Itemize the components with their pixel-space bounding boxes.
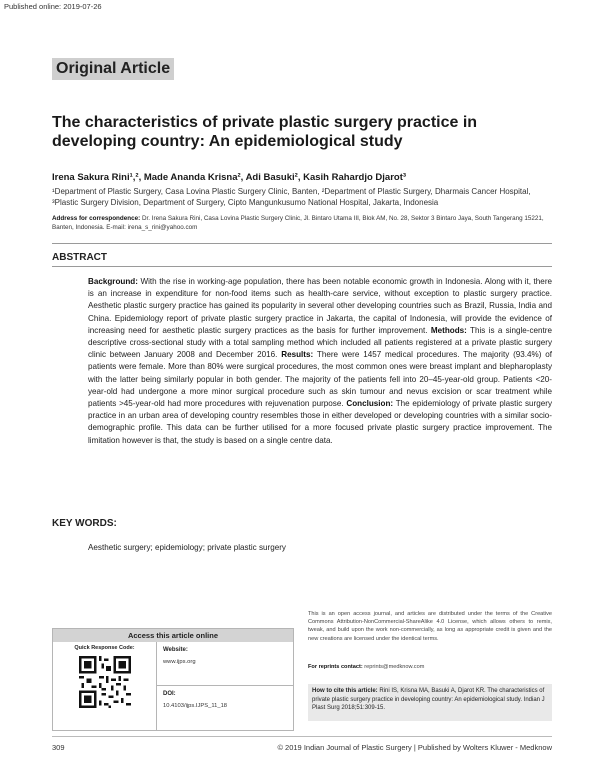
footer-divider	[52, 736, 552, 737]
background-label: Background:	[88, 277, 138, 286]
abstract-heading: ABSTRACT	[52, 252, 107, 263]
access-article-box	[52, 628, 294, 731]
methods-text: This is a single-centre descriptive cross-sectional study with a total sampling method which included all patients registered at a private plastic surgery clinic between January 2008 and December 2016.	[88, 325, 552, 360]
reprints-contact	[308, 664, 424, 670]
footer-copyright: © 2019 Indian Journal of Plastic Surgery | Published by Wolters Kluwer - Medknow	[277, 743, 552, 752]
article-type-label: Original Article	[52, 58, 174, 80]
website-label: Website:	[163, 647, 188, 653]
title-line-2: developing country: An epidemiological study	[52, 133, 403, 150]
divider	[52, 243, 552, 244]
qr-label: Quick Response Code:	[74, 645, 135, 651]
title-line-1: The characteristics of private plastic surgery practice in	[52, 114, 478, 131]
abstract-body	[88, 276, 552, 447]
correspondence-address	[52, 214, 552, 232]
results-label: Results:	[281, 350, 314, 360]
keywords-text: Aesthetic surgery; epidemiology; private plastic surgery	[88, 543, 286, 552]
reprints-email[interactable]: reprints@medknow.com	[364, 664, 425, 670]
access-box-title: Access this article online	[53, 629, 293, 642]
article-title	[52, 113, 552, 151]
citation-box	[308, 684, 552, 721]
reprints-label: For reprints contact:	[308, 664, 363, 670]
license-text: This is an open access journal, and articles are distributed under the terms of the Creative Commons Attribution-NonCommercial-ShareAlike 4.0 License, which allows others to remix, tweak, and build upon the work non-commercially, as long as appropriate credit is given and the new creations are licensed under the identical terms.	[308, 611, 552, 642]
background-text: With the rise in working-age population, there has been notable economic growth in Indonesia. Along with it, there is an increase in expenditure for non-food items such as health-care service, without exception to plastic surgery practice. Aesthetic plastic surgery practice has gained its popularity in several other developing countries such as Brazil, Russia, India and China. Epidemiology report of private plastic surgery practice in Jakarta, the capital of Indonesia, will provide the evidence of increasing need for aesthetic plastic surgery practices as the basis for further improvement.	[88, 277, 553, 335]
access-info-column	[157, 642, 293, 731]
doi-cell	[157, 686, 293, 730]
cite-text: Rini IS, Krisna MA, Basuki A, Djarot KR. The characteristics of private plastic surgery practice in developing country: An epidemiological study. Indian J Plast Surg 2018;51:309-15.	[312, 688, 545, 712]
website-cell	[157, 642, 293, 686]
doi-link[interactable]: 10.4103/ijps.IJPS_11_18	[163, 703, 228, 709]
author-list: Irena Sakura Rini¹,², Made Ananda Krisna², Adi Basuki², Kasih Rahardjo Djarot³	[52, 172, 407, 183]
published-date: Published online: 2019-07-26	[4, 2, 102, 11]
results-text: There were 1457 medical procedures. The majority (93.4%) of patients were female. More than 80% were surgical procedures, the most common ones were breast implant and blepharoplasty with the latter being similarly popular in both gender. The majority of the patients fell into 20–45-year-old group. Patients <20-year-old had undergone a more minor surgical procedure such as skin tumour and nevus excision or scar treatment while patients >45-year-old had more procedures with rejuvenation purpose.	[88, 350, 552, 409]
affiliations: ¹Department of Plastic Surgery, Casa Lovina Plastic Surgery Clinic, Banten, ²Department of Plastic Surgery, Dharmais Cancer Hospital, ³Plastic Surgery Division, Department of Surgery, Cipto Mangunkusumo National Hospital, Jakarta, Indonesia	[52, 187, 531, 207]
conclusion-text: The epidemiology of private plastic surgery practice in an urban area of developing country resembles those in either developed or developing countries with a similar socio-demographic profile. This data can be further utilised for a more focused private plastic surgery practice improvement. The limitation however is that, the study is based on a single centre data.	[88, 399, 552, 445]
divider	[52, 266, 552, 267]
qr-code-icon[interactable]	[79, 656, 131, 708]
keywords-heading: KEY WORDS:	[52, 518, 117, 529]
correspondence-text: Dr. Irena Sakura Rini, Casa Lovina Plastic Surgery Clinic, Jl. Bintaro Utama III, Blok AM, No. 28, Sektor 3 Bintaro Jaya, South Tangerang 15221, Banten, Indonesia. E-mail: irena_s_rini@yahoo.com	[52, 215, 544, 231]
cite-label: How to cite this article:	[312, 688, 378, 694]
correspondence-label: Address for correspondence:	[52, 215, 141, 222]
website-link[interactable]: www.ijps.org	[163, 659, 196, 665]
page-number: 309	[52, 743, 65, 752]
conclusion-label: Conclusion:	[346, 399, 394, 409]
qr-column	[53, 642, 157, 731]
doi-label: DOI:	[163, 691, 176, 697]
methods-label: Methods:	[430, 325, 467, 335]
